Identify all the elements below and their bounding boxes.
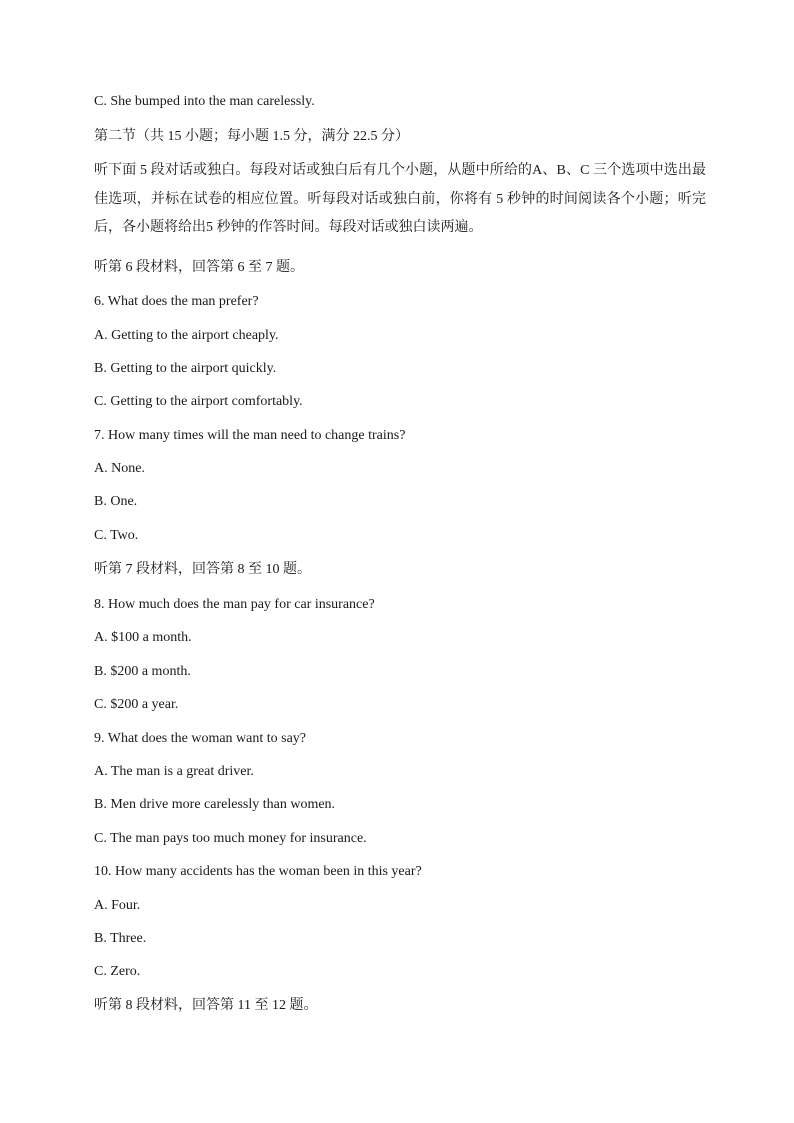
option-10a: A. Four.: [94, 898, 141, 913]
option-8a: A. $100 a month.: [94, 630, 192, 645]
material-6-heading: 听第 6 段材料，回答第 6 至 7 题。: [94, 260, 304, 275]
section-heading: 第二节（共 15 小题；每小题 1.5 分，满分 22.5 分）: [94, 129, 409, 144]
option-6a: A. Getting to the airport cheaply.: [94, 328, 279, 343]
option-9a: A. The man is a great driver.: [94, 764, 254, 779]
question-6: 6. What does the man prefer?: [94, 294, 259, 309]
question-10: 10. How many accidents has the woman been in this year?: [94, 864, 422, 879]
option-8b: B. $200 a month.: [94, 664, 191, 679]
option-7a: A. None.: [94, 461, 145, 476]
material-7-heading: 听第 7 段材料，回答第 8 至 10 题。: [94, 562, 311, 577]
section-instructions: 听下面 5 段对话或独白。每段对话或独白后有几个小题，从题中所给的A、B、C 三个选项中选出最佳选项，并标在试卷的相应位置。听每段对话或独白前，你将有 5 秒钟的时间阅读各个小题；听完后，各小题将给出5 秒钟的作答时间。每段对话或独白读两遍。: [94, 163, 706, 235]
option-10c: C. Zero.: [94, 964, 141, 979]
option-10b: B. Three.: [94, 931, 147, 946]
question-8: 8. How much does the man pay for car insurance?: [94, 597, 375, 612]
material-8-heading: 听第 8 段材料，回答第 11 至 12 题。: [94, 998, 318, 1013]
option-9b: B. Men drive more carelessly than women.: [94, 797, 336, 812]
option-6c: C. Getting to the airport comfortably.: [94, 394, 303, 409]
question-7: 7. How many times will the man need to change trains?: [94, 428, 406, 443]
option-7c: C. Two.: [94, 528, 139, 543]
option-7b: B. One.: [94, 494, 138, 509]
option-6b: B. Getting to the airport quickly.: [94, 361, 277, 376]
option-8c: C. $200 a year.: [94, 697, 179, 712]
option-5c: C. She bumped into the man carelessly.: [94, 94, 315, 109]
option-9c: C. The man pays too much money for insurance.: [94, 831, 367, 846]
question-9: 9. What does the woman want to say?: [94, 731, 307, 746]
